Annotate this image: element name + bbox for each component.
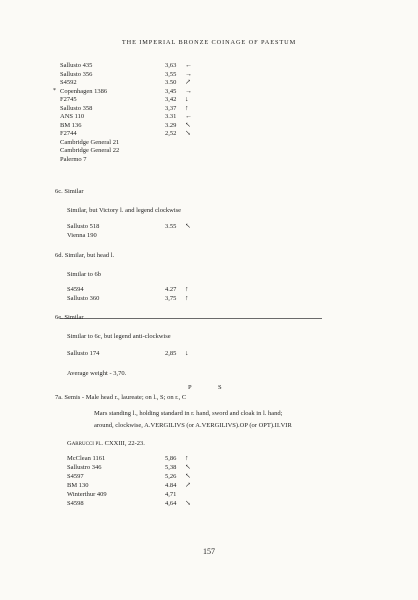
die-axis-arrow-icon: ← bbox=[185, 112, 192, 120]
collection-reference: Cambridge General 22 bbox=[60, 147, 120, 154]
collection-reference: S4598 bbox=[67, 500, 84, 507]
collection-reference: Sallustro 346 bbox=[67, 464, 102, 471]
collection-reference: Copenhagen 1386 bbox=[60, 87, 108, 95]
coin-weight: 3,45 bbox=[165, 87, 177, 95]
die-axis-arrow-icon: ↑ bbox=[185, 294, 189, 302]
average-weight: Average weight - 3,70. bbox=[67, 370, 127, 377]
die-axis-arrow-icon: ↑ bbox=[185, 103, 189, 112]
section-6c-description: Similar, but Victory l. and legend clockwise bbox=[67, 207, 182, 214]
section-6d-description: Similar to 6b bbox=[67, 271, 101, 278]
overscript-p: P bbox=[188, 384, 192, 391]
coin-entry-row bbox=[0, 285, 418, 294]
section-7a-reverse-line1: Mars standing l., holding standard in r. hand, sword and cloak in l. hand; bbox=[94, 410, 283, 417]
asterisk-marker: * bbox=[53, 87, 56, 94]
collection-reference: Sallusto 356 bbox=[60, 70, 93, 78]
die-axis-arrow-icon: ↑ bbox=[185, 454, 189, 462]
coin-entry-row bbox=[0, 294, 418, 303]
die-axis-arrow-icon: ↖ bbox=[185, 472, 191, 480]
collection-reference: McClean 1161 bbox=[67, 455, 106, 462]
coin-weight: 2,52 bbox=[165, 130, 177, 137]
collection-reference: Sallusto 360 bbox=[67, 295, 100, 302]
coin-weight: 4.84 bbox=[165, 482, 177, 489]
coin-weight: 3,37 bbox=[165, 104, 177, 112]
die-axis-arrow-icon: ↘ bbox=[185, 129, 191, 137]
die-axis-arrow-icon: ↓ bbox=[185, 349, 189, 357]
collection-reference: Sallusto 435 bbox=[60, 62, 93, 69]
die-axis-arrow-icon: ↖ bbox=[185, 120, 191, 129]
coin-weight: 5,38 bbox=[165, 464, 177, 471]
collection-reference: Sallusto 518 bbox=[67, 223, 100, 230]
collection-reference: Winterthur 409 bbox=[67, 491, 107, 498]
section-6e-description: Similar to 6c, but legend anti-clockwise bbox=[67, 333, 171, 340]
collection-reference: Sallusto 174 bbox=[67, 350, 100, 357]
collection-reference: F2744 bbox=[60, 130, 77, 137]
coin-entry-row bbox=[0, 481, 418, 490]
coin-weight: 3,63 bbox=[165, 62, 177, 69]
coin-weight: 4.27 bbox=[165, 286, 177, 293]
collection-reference: S4594 bbox=[67, 286, 84, 293]
die-axis-arrow-icon: ↑ bbox=[185, 285, 189, 293]
coin-entry-row bbox=[0, 222, 418, 231]
coin-entry-row bbox=[0, 349, 418, 358]
coin-weight: 3.29 bbox=[165, 121, 177, 129]
coin-weight: 5,86 bbox=[165, 455, 177, 462]
coin-weight: 2,85 bbox=[165, 350, 177, 357]
section-6e-title: 6e. Similar bbox=[55, 314, 84, 321]
collection-reference: BM 130 bbox=[67, 482, 89, 489]
coin-weight: 3.31 bbox=[165, 113, 177, 120]
section-7a-heading: 7a. Semis - Male head r., laureate; on l., S; on r., C bbox=[55, 394, 187, 401]
coin-entry-row bbox=[0, 472, 418, 481]
collection-reference: Vienna 190 bbox=[67, 232, 97, 239]
collection-reference: Cambridge General 21 bbox=[60, 138, 120, 146]
coin-weight: 3.55 bbox=[165, 223, 177, 230]
overscript-s: S bbox=[218, 384, 222, 391]
collection-reference: Sallusto 358 bbox=[60, 104, 93, 112]
coin-entry-row bbox=[0, 463, 418, 472]
coin-entry-row bbox=[0, 490, 418, 499]
die-axis-arrow-icon: ↖ bbox=[185, 222, 191, 230]
collection-reference: Palermo 7 bbox=[60, 155, 87, 163]
coin-weight: 4,64 bbox=[165, 500, 177, 507]
section-7a-reverse-line2: around, clockwise, A.VERGILIVS (or A.VERGILIVS).OP (or OPT).II.VIR bbox=[94, 422, 292, 429]
garrucci-reference: Garrucci pl. CXXIII, 22-23. bbox=[67, 440, 145, 447]
collection-reference: S4597 bbox=[67, 473, 84, 480]
page-number: 157 bbox=[203, 547, 215, 556]
coin-entry-row bbox=[0, 499, 418, 508]
die-axis-arrow-icon: ↗ bbox=[185, 481, 191, 489]
coin-weight: 4,71 bbox=[165, 491, 177, 498]
coin-weight: 5,26 bbox=[165, 473, 177, 480]
coin-weight: 3.50 bbox=[165, 79, 177, 86]
die-axis-arrow-icon: ↓ bbox=[185, 95, 189, 103]
collection-reference: ANS 110 bbox=[60, 113, 85, 120]
collection-reference: BM 136 bbox=[60, 121, 82, 129]
pencil-rule-line bbox=[60, 318, 322, 319]
coin-entry-row bbox=[0, 454, 418, 463]
coin-entry-row bbox=[0, 231, 418, 240]
die-axis-arrow-icon: ↖ bbox=[185, 463, 191, 471]
die-axis-arrow-icon: ↘ bbox=[185, 499, 191, 507]
coin-weight: 3,42 bbox=[165, 96, 177, 103]
running-header: THE IMPERIAL BRONZE COINAGE OF PAESTUM bbox=[121, 39, 297, 46]
coin-entry-row bbox=[0, 155, 418, 164]
coin-weight: 3,75 bbox=[165, 295, 177, 302]
collection-reference: F2745 bbox=[60, 96, 77, 103]
coin-weight: 3,55 bbox=[165, 70, 177, 78]
die-axis-arrow-icon: ← bbox=[185, 61, 192, 69]
section-6d-title: 6d. Similar, but head l. bbox=[55, 252, 115, 259]
section-6c-title: 6c. Similar bbox=[55, 188, 84, 195]
collection-reference: S4592 bbox=[60, 79, 77, 86]
die-axis-arrow-icon: ↗ bbox=[185, 78, 191, 86]
die-axis-arrow-icon: → bbox=[185, 86, 192, 95]
die-axis-arrow-icon: → bbox=[185, 69, 192, 78]
